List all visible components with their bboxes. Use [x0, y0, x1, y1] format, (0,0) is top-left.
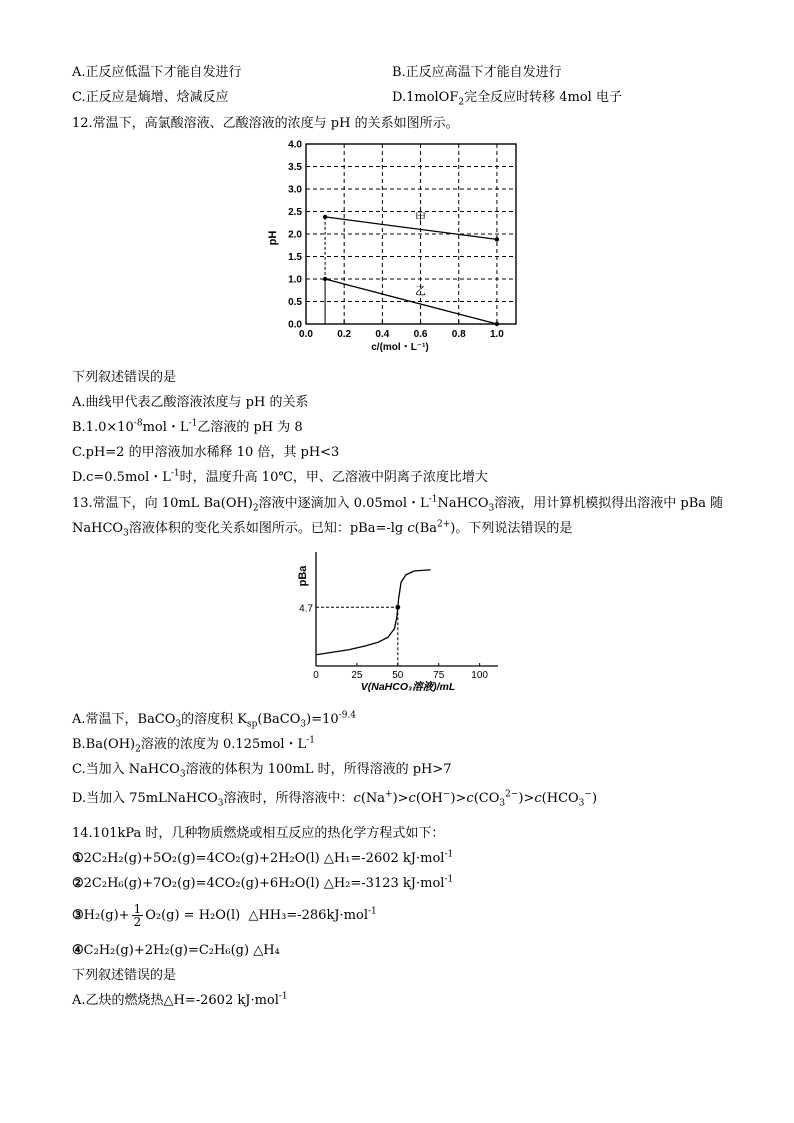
- q13-option-a: A.常温下，BaCO$_3$的溶度积 $K_{sp}(BaCO_3)=10^{-9.4}$: [72, 710, 357, 730]
- pba-chart-xtick-label: 75: [433, 670, 445, 681]
- gt-sign: )>: [518, 791, 535, 806]
- pba-chart-xtick-label: 25: [351, 670, 363, 681]
- c-symbol: c: [408, 791, 416, 806]
- ph-chart-ytick-label: 0.0: [288, 319, 302, 331]
- gt-sign: )>: [450, 791, 467, 806]
- q12-stem: 12.常温下，高氯酸溶液、乙酸溶液的浓度与 pH 的关系如图所示。: [72, 116, 459, 131]
- q13-stem-line2: NaHCO$_3$溶液体积的变化关系如图所示。已知：pBa=-lg $c(Ba^{2+})$。下列说法错误的是: [72, 519, 573, 539]
- ph-concentration-chart: [262, 138, 522, 360]
- ph-chart-ytick-label: 3.0: [288, 184, 302, 196]
- ph-chart-point: [495, 322, 499, 326]
- pba-chart-series-line: [316, 570, 431, 655]
- q13-option-c: C.当加入 NaHCO$_3$溶液的体积为 100mL 时，所得溶液的 pH>7: [72, 762, 452, 780]
- pba-chart-xtick-label: 0: [313, 670, 319, 681]
- ph-chart-ytick-label: 1.0: [288, 274, 302, 286]
- q13-stem-line1: 13.常温下，向 10mL $Ba(OH)_2$溶液中逐滴加入 0.05mol・$L^{-1}NaHCO_3$溶液，用计算机模拟得出溶液中 pBa 随: [72, 494, 724, 514]
- q11-option-d: D.1molOF$_2$完全反应时转移 4mol 电子: [392, 90, 622, 108]
- q11-option-b: B.正反应高温下才能自发进行: [392, 65, 562, 80]
- q11-option-a: A.正反应低温下才能自发进行: [72, 65, 242, 80]
- q14-equation-4: ④C₂H₂(g)+2H₂(g)=C₂H₆(g) △H₄: [72, 943, 280, 958]
- q13-option-b: $B.Ba(OH)_2$溶液的浓度为 0.125mol・$L^{-1}$: [72, 735, 315, 755]
- pba-volume-chart: [296, 548, 506, 696]
- q14-equation-2: ②2C₂H₆(g)+7O₂(g)=4CO₂(g)+6H₂O(l) △H₂=-3123 kJ·mol$^{-1}$: [72, 874, 454, 891]
- ph-chart-xlabel: c/(mol・L⁻¹): [371, 342, 429, 353]
- pba-chart-ylabel: pBa: [297, 565, 309, 587]
- ph-chart-ytick-label: 4.0: [288, 139, 302, 151]
- ph-chart-ytick-label: 0.5: [288, 297, 302, 308]
- ph-chart-series-label: 甲: [415, 211, 427, 224]
- ph-chart-point: [495, 237, 499, 241]
- q14-stem: 14.101kPa 时，几种物质燃烧或相互反应的热化学方程式如下：: [72, 826, 445, 841]
- ph-chart-ytick-label: 3.5: [288, 162, 302, 173]
- q11-option-c: C.正反应是熵增、焓减反应: [72, 90, 229, 105]
- ph-chart-xtick-label: 0.8: [451, 329, 466, 340]
- q13-option-d: D.当加入 75mLNaHCO$_3$溶液时，所得溶液中：$c(Na^+)>c(OH^-)>c(CO_3^{2-})>c(HCO_3^-)$: [72, 789, 598, 809]
- one-half-fraction: $\frac{1}{2}$: [133, 902, 142, 929]
- c-symbol: c: [466, 791, 474, 806]
- pba-chart-xlabel: V(NaHCO₃溶液)/mL: [360, 681, 456, 693]
- q12-option-b: $B.1.0\times 10^{-8}mol$・$L^{-1}$乙溶液的 pH 为 8: [72, 418, 303, 435]
- q14-prompt: 下列叙述错误的是: [72, 968, 177, 983]
- pba-chart-ytick-label: 4.7: [299, 603, 313, 615]
- ph-chart-xtick-label: 0.6: [413, 329, 428, 340]
- ph-chart-ytick-label: 2.0: [288, 229, 302, 241]
- q12-prompt: 下列叙述错误的是: [72, 370, 177, 385]
- q12-option-a: A.曲线甲代表乙酸溶液浓度与 pH 的关系: [72, 395, 309, 410]
- pba-chart-xtick-label: 100: [471, 670, 488, 681]
- ph-chart-xtick-label: 0.2: [337, 329, 352, 340]
- q12-option-c: C.pH=2 的甲溶液加水稀释 10 倍，其 pH<3: [72, 445, 340, 460]
- ph-chart-ytick-label: 2.5: [288, 207, 302, 218]
- ph-chart-xtick-label: 0.4: [375, 329, 390, 340]
- ph-chart-ylabel: pH: [267, 230, 279, 246]
- ph-chart-xtick-label: 0.0: [299, 329, 313, 340]
- pba-chart-point: [395, 605, 400, 610]
- c-symbol: c: [534, 791, 542, 806]
- q14-equation-3: ③H₂(g)+ $\frac{1}{2}$ O₂(g) = H₂O(l) △HH₃=-286kJ·mol$^{-1}$: [72, 902, 377, 929]
- q12-option-d: D.c=0.5mol・$L^{-1}$时，温度升高 10℃，甲、乙溶液中阴离子浓度比增大: [72, 468, 488, 485]
- q14-equation-1: ①2C₂H₂(g)+5O₂(g)=4CO₂(g)+2H₂O(l) △H₁=-2602 kJ·mol$^{-1}$: [72, 849, 454, 866]
- ph-chart-xtick-label: 1.0: [489, 329, 504, 340]
- ph-chart-series-label: 乙: [415, 285, 427, 298]
- pba-chart-xtick-label: 50: [392, 670, 404, 681]
- q14-option-a: A.乙炔的燃烧热△H=-2602 kJ·mol$^{-1}$: [72, 991, 288, 1008]
- ph-chart-ytick-label: 1.5: [288, 252, 302, 263]
